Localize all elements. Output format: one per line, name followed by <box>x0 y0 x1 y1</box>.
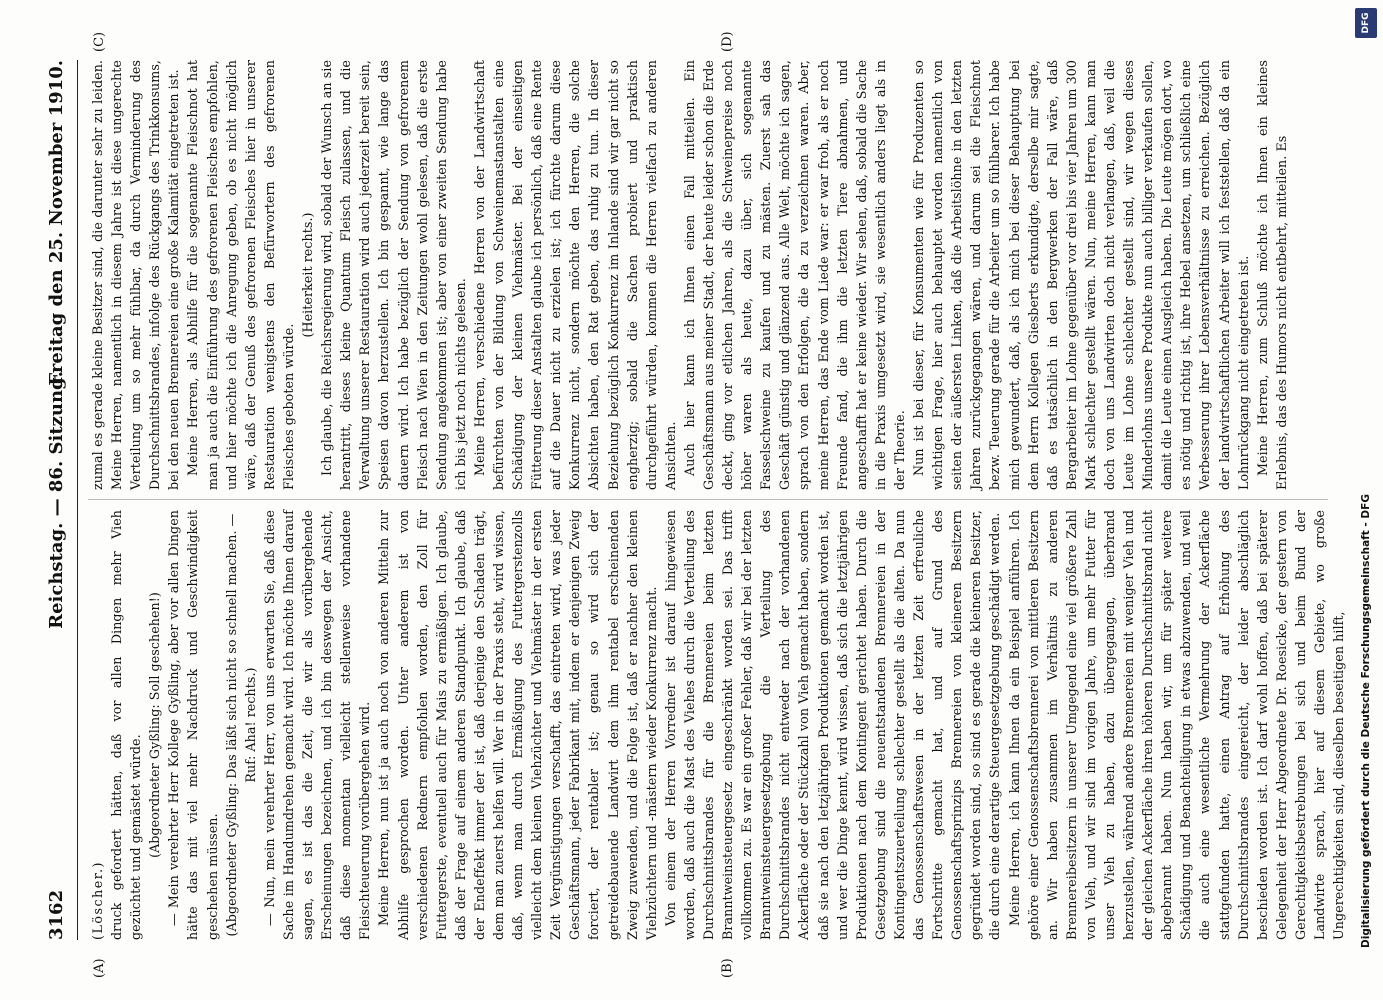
header-rule <box>77 60 78 940</box>
page-header <box>46 60 72 940</box>
interjection: (Heiterkeit rechts.) <box>300 212 316 338</box>
paragraph: Ich glaube, die Reichsregierung wird, sobald der Wunsch an sie herantritt, dieses kleine Quantum Fleisch zulassen, und die Verwaltung unserer Restauration wird auch jederzeit bereit sein, Speisen davon herzustellen. Ich bin gespannt, wie lange das dauern wird. Ich habe bezüglich der Sendung von gefrorenem Fleisch nach Wien in den Zeitungen wohl gelesen, daß die erste Sendung angekommen ist; aber von einer zweiten Sendung habe ich bis jetzt noch nichts gelesen. <box>319 60 468 490</box>
margin-mark-a: (A) <box>92 958 107 978</box>
paragraph: zumal es gerade kleine Besitzer sind, die darunter sehr zu leiden. Meine Herren, namentlich in diesem Jahre ist diese ungerechte Verteilung um so mehr fühlbar, da durch Verminderung des Durchschnittsbrandes, infolge des Rückgangs des Trinkkonsums, bei den neuen Brennereien eine große Kalamität eingetreten ist. <box>90 60 182 490</box>
paragraph: druck gefordert hätten, daß vor allen Dingen mehr Vieh gezüchtet und gemästet würde. <box>109 510 144 940</box>
page-number: 3162 <box>46 889 67 940</box>
credit-text: Digitalisierung gefördert durch die Deutsche Forschungsgemeinschaft - DFG <box>1360 494 1372 948</box>
paragraph: Nun ist bei dieser, für Konsumenten wie für Produzenten so wichtigen Frage, hier auch behauptet worden namentlich von seiten der äußersten Linken, daß die Arbeitslöhne in den letzten Jahren zurückgegangen wären, und darum sei die Fleischnot bezw. Teuerung gerade für die Arbeiter um so fühlbarer. Ich habe mich gewundert, daß, als ich mich bei dieser Behauptung bei dem Herrn Kollegen Giesberts erkundigte, derselbe mir sagte, daß es tatsächlich in den Bergwerken der Fall wäre, daß Bergarbeiter im Lohne gegenüber vor drei bis vier Jahren um 300 Mark schlechter gestellt wären. Nun, meine Herren, kann man doch von uns Landwirten doch nicht verlangen, daß, weil die Leute im Lohne schlechter gestellt sind, wir wegen dieses Minderlohns unsere Produkte nun auch billiger verkaufen sollen, damit die Leute einen Ausgleich haben. Die Leute mögen dort, wo es nötig und richtig ist, ihre Hebel ansetzen, um schließlich eine Verbesserung ihrer Lebensverhältnisse zu erreichen. Bezüglich der landwirtschaftlichen Arbeiter will ich feststellen, daß da ein Lohnrückgang nicht eingetreten ist. <box>911 60 1251 490</box>
margin-mark-c: (C) <box>92 31 107 52</box>
session-title: Reichstag. — 86. Sitzung. <box>46 371 67 629</box>
column-separator <box>88 499 1328 500</box>
dfg-logo-text: DFG <box>1361 12 1371 34</box>
paragraph: Auch hier kann ich Ihnen einen Fall mitteilen. Ein Geschäftsmann aus meiner Stadt, der heute leider schon die Erde deckt, ging vor etlichen Jahren, als die Schweinepreise noch höher waren als heute, dazu über, sich sogenannte Fasselschweine zu kaufen und zu mästen. Zuerst sah das Geschäft günstig und glänzend aus. Alle Welt, möchte ich sagen, sprach von den Erfolgen, die da zu verzeichnen waren. Aber, meine Herren, das Ende vom Liede war: er war froh, als er noch Freunde fand, die ihm die letzten Tiere abnahmen, und angeschafft hat er keine wieder. Wir sehen, daß, sobald die Sache in die Praxis umgesetzt wird, sie wesentlich anders liegt als in der Theorie. <box>681 60 907 490</box>
paragraph: Meine Herren, ich kann Ihnen da ein Beispiel anführen. Ich gehöre einer Genossenschaftsbrennerei von mittleren Besitzern an. Wir haben zusammen im Verhältnis zu anderen Brennereibesitzern in unserer Umgegend eine viel größere Zahl von Vieh, und wir sind im vorigen Jahre, um mehr Futter für unser Vieh zu haben, dazu übergegangen, überbrand herzustellen, während andere Brennereien mit weniger Vieh und der gleichen Ackerfläche ihren höheren Durchschnittsbrand nicht abgebrannt haben. Nun haben wir, um für später weitere Schädigung und Benachteiligung in etwas abzuwenden, und weil die auch eine wesentliche Vermehrung der Ackerfläche stattgefunden hatte, einen Antrag auf Erhöhung des Durchschnittsbrandes eingereicht, der leider abschläglich beschieden worden ist. Ich darf wohl hoffen, daß bei späterer Gelegenheit der Herr Abgeordnete Dr. Roesicke, der gestern von Gerechtigkeitsbestrebungen bei sich und beim Bund der Landwirte sprach, hier auf diesem Gebiete, wo große Ungerechtigkeiten sind, dieselben beseitigen hilft, <box>1006 510 1347 940</box>
left-column <box>88 510 1347 940</box>
interjection: (Abgeordneter Gyßling: Das läßt sich nicht so schnell machen. — Ruf: Aha! rechts.) <box>223 513 258 937</box>
speaker-tag: (Löscher.) <box>90 861 105 940</box>
margin-mark-d: (D) <box>720 31 735 52</box>
margin-mark-b: (B) <box>720 958 735 978</box>
session-date: Freitag den 25. November 1910. <box>46 60 67 386</box>
interjection: (Abgeordneter Gyßling: Soll geschehen!) <box>147 592 163 858</box>
paragraph: Meine Herren, verschiedene Herren von der Landwirtschaft befürchten von der Bildung von Schweinemastanstalten eine Schädigung der kleinen Viehmäster. Bei der einseitigen Fütterung dieser Anstalten glaube ich persönlich, daß eine Rente auf die Dauer nicht zu erzielen ist; ich fürchte darum diese Konkurrenz nicht, sondern möchte den Herren, die solche Absichten haben, den Rat geben, das ruhig zu tun. In dieser Beziehung bezüglich Konkurrenz im Inlande sind wir gar nicht so engherzig; sobald die Sachen probiert und praktisch durchgeführt würden, kommen die Herren vielfach zu anderen Ansichten. <box>471 60 678 490</box>
paragraph: — Nun, mein verehrter Herr, von uns erwarten Sie, daß diese Sache im Handumdrehen gemacht wird. Ich möchte Ihnen darauf sagen, es ist das die Zeit, die wir als vorübergehende Erscheinungen bezeichnen, und ich bin deswegen der Ansicht, daß diese momentan vielleicht stellenweise vorhandene Fleischteuerung vorübergehen wird. <box>261 510 373 940</box>
right-column <box>88 60 1328 490</box>
paragraph: Meine Herren, als Abhilfe für die sogenannte Fleischnot hat man ja auch die Einführung des gefrorenen Fleisches empfohlen, und hier möchte ich die Anregung geben, ob es nicht möglich wäre, daß der Genuß des gefrorenen Fleisches hier in unserer Restauration wenigstens den Befürwortern des gefrorenen Fleisches geboten würde. <box>185 60 296 490</box>
paragraph: Meine Herren, zum Schluß möchte ich Ihnen ein kleines Erlebnis, das des Humors nicht entbehrt, mitteilen. Es <box>1254 60 1289 490</box>
paragraph: Meine Herren, nun ist ja auch noch von anderen Mitteln zur Abhilfe gesprochen worden. Unter anderem ist von verschiedenen Rednern empfohlen worden, den Zoll für Futtergerste, eventuell auch für Mais zu ermäßigen. Ich glaube, daß der Frage auf einem anderen Standpunkt. Ich glaube, daß der Endeffekt immer der ist, daß derjenige den Schaden trägt, dem man zuerst helfen will. Wer in der Praxis steht, wird wissen, daß, wenn man durch Ermäßigung des Futtergerstenzolls vielleicht dem kleinen Viehzüchter und Viehmäster in der ersten Zeit Vergünstigungen verschafft, das eintreten wird, was jeder Geschäftsmann, jeder Fabrikant mit, indem er denjenigen Zweig forciert, der rentabler ist; genau so wird sich der getreidebauende Landwirt dem ihm rentabel erscheinenden Zweig zuwenden, und die Folge ist, daß er nachher den kleinen Viehzüchtern und -mästern wieder Konkurrenz macht. <box>376 510 659 940</box>
paragraph: Von einem der Herren Vorredner ist darauf hingewiesen worden, daß auch die Mast des Viehes durch die Verteilung des Durchschnittsbrandes für die Brennereien beim letzten Branntweinsteuergesetz eingeschränkt worden sei. Das trifft vollkommen zu. Es war ein großer Fehler, daß wir bei der letzten Branntweinsteuergesetzgebung die Verteilung des Durchschnittsbrandes nicht entweder nach der vorhandenen Ackerfläche oder der Stückzahl von Vieh gemacht haben, sondern daß sie nach den letzjährigen Produktionen gemacht worden ist, und wer die Dinge kennt, wird wissen, daß sich die letztjährigen Produktionen nach dem Kontingent gerichtet haben. Durch die Gesetzgebung sind die neuentstandenen Brennereien in der Kontingentszuerteilung schlechter gestellt als die alten. Da nun das Genossenschaftswesen in der letzten Zeit erfreuliche Fortschritte gemacht hat, und auf Grund des Genossenschaftsprinzips Brennereien von kleineren Besitzern gegründet worden sind, so sind es gerade die kleineren Besitzer, die durch eine derartige Steuergesetzgebung geschädigt werden. <box>662 510 1003 940</box>
paragraph: — Mein verehrter Herr Kollege Gyßling, aber vor allen Dingen hätte das mit viel mehr Nachdruck und Geschwindigkeit geschehen müssen. <box>166 510 220 940</box>
digitization-credit <box>1355 8 1377 988</box>
